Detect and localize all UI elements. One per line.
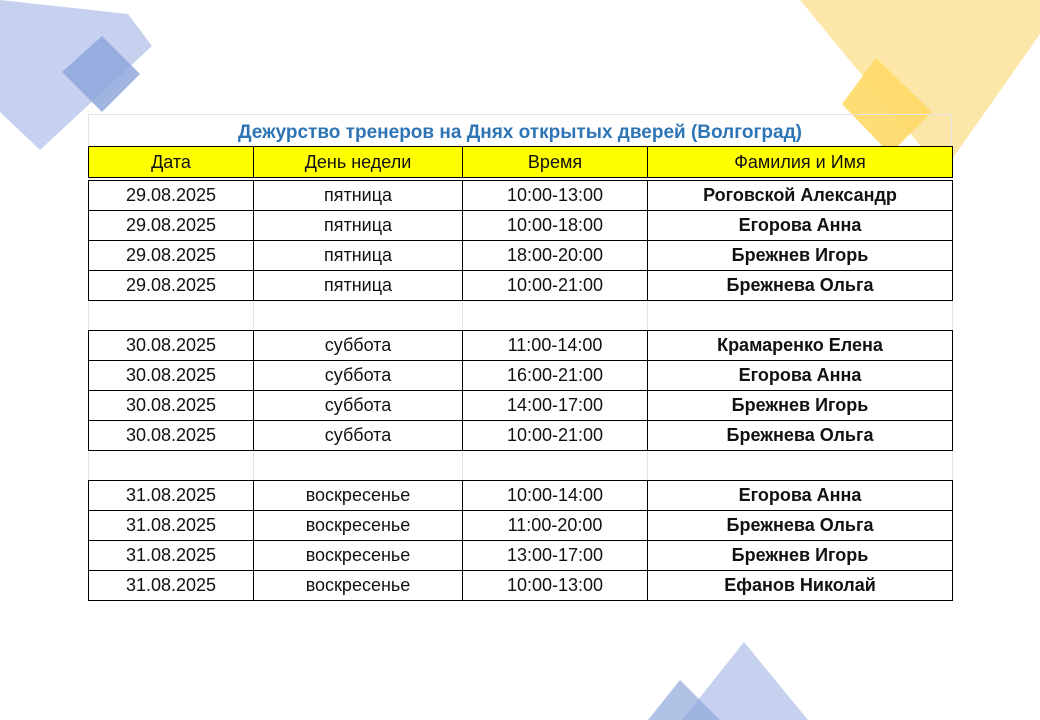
weekday-cell: суббота: [254, 361, 463, 391]
column-header-weekday: День недели: [254, 147, 463, 178]
time-cell: 10:00-13:00: [463, 571, 648, 601]
group-separator-row: [89, 301, 953, 331]
time-cell: 11:00-20:00: [463, 511, 648, 541]
date-cell: 31.08.2025: [89, 481, 254, 511]
weekday-cell: воскресенье: [254, 571, 463, 601]
column-header-date: Дата: [89, 147, 254, 178]
weekday-cell: пятница: [254, 211, 463, 241]
table-row: [89, 241, 953, 271]
column-header-time: Время: [463, 147, 648, 178]
trainer-name-cell: Крамаренко Елена: [648, 331, 953, 361]
time-cell: 11:00-14:00: [463, 331, 648, 361]
table-row: [89, 211, 953, 241]
weekday-cell: пятница: [254, 181, 463, 211]
time-cell: 10:00-14:00: [463, 481, 648, 511]
table-row: [89, 571, 953, 601]
table-row: [89, 541, 953, 571]
time-cell: 14:00-17:00: [463, 391, 648, 421]
trainer-name-cell: Брежнева Ольга: [648, 271, 953, 301]
group-separator-row: [89, 451, 953, 481]
date-cell: 30.08.2025: [89, 331, 254, 361]
table-row: [89, 391, 953, 421]
trainer-name-cell: Егорова Анна: [648, 211, 953, 241]
weekday-cell: воскресенье: [254, 481, 463, 511]
column-header-name: Фамилия и Имя: [648, 147, 953, 178]
time-cell: 10:00-21:00: [463, 421, 648, 451]
header-row: [89, 147, 953, 178]
weekday-cell: суббота: [254, 331, 463, 361]
date-cell: 30.08.2025: [89, 391, 254, 421]
trainer-name-cell: Роговской Александр: [648, 181, 953, 211]
trainer-name-cell: Егорова Анна: [648, 481, 953, 511]
time-cell: 10:00-18:00: [463, 211, 648, 241]
date-cell: 30.08.2025: [89, 361, 254, 391]
weekday-cell: суббота: [254, 421, 463, 451]
trainer-name-cell: Брежнев Игорь: [648, 391, 953, 421]
table-row: [89, 481, 953, 511]
trainer-name-cell: Егорова Анна: [648, 361, 953, 391]
time-cell: 18:00-20:00: [463, 241, 648, 271]
table-row: [89, 421, 953, 451]
schedule-sheet: [88, 114, 952, 601]
time-cell: 10:00-13:00: [463, 181, 648, 211]
table-row: [89, 361, 953, 391]
date-cell: 31.08.2025: [89, 541, 254, 571]
trainer-name-cell: Брежнева Ольга: [648, 511, 953, 541]
weekday-cell: пятница: [254, 241, 463, 271]
trainer-name-cell: Брежнева Ольга: [648, 421, 953, 451]
date-cell: 31.08.2025: [89, 571, 254, 601]
date-cell: 29.08.2025: [89, 211, 254, 241]
table-row: [89, 511, 953, 541]
time-cell: 13:00-17:00: [463, 541, 648, 571]
trainer-name-cell: Ефанов Николай: [648, 571, 953, 601]
weekday-cell: пятница: [254, 271, 463, 301]
table-body: [89, 178, 953, 601]
date-cell: 29.08.2025: [89, 241, 254, 271]
trainer-name-cell: Брежнев Игорь: [648, 241, 953, 271]
trainer-name-cell: Брежнев Игорь: [648, 541, 953, 571]
time-cell: 16:00-21:00: [463, 361, 648, 391]
date-cell: 30.08.2025: [89, 421, 254, 451]
weekday-cell: воскресенье: [254, 511, 463, 541]
table-row: [89, 331, 953, 361]
date-cell: 31.08.2025: [89, 511, 254, 541]
weekday-cell: суббота: [254, 391, 463, 421]
table-row: [89, 181, 953, 211]
duty-table: [88, 146, 953, 601]
table-row: [89, 271, 953, 301]
date-cell: 29.08.2025: [89, 271, 254, 301]
date-cell: 29.08.2025: [89, 181, 254, 211]
page-title: Дежурство тренеров на Днях открытых дверей (Волгоград): [88, 114, 952, 146]
weekday-cell: воскресенье: [254, 541, 463, 571]
time-cell: 10:00-21:00: [463, 271, 648, 301]
